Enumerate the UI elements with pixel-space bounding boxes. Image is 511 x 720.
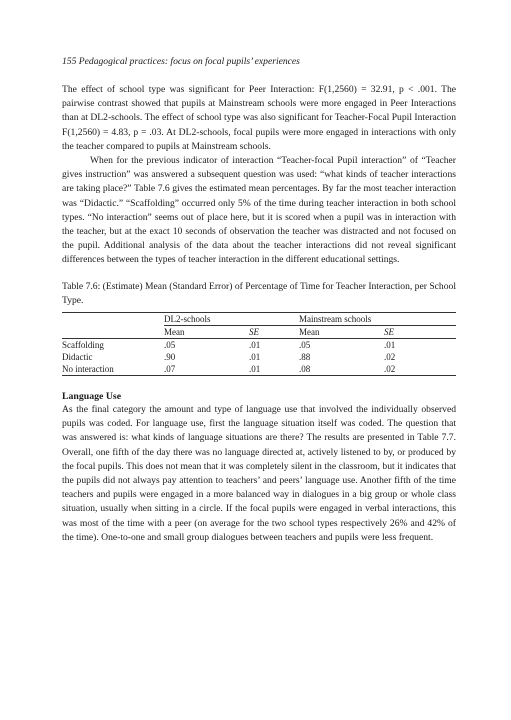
- table-corner: [62, 313, 164, 326]
- subheader-mean: Mean: [164, 326, 249, 339]
- paragraph-language-use: As the final category the amount and type of language use that involved the individually observed pupils was coded. For language use, first the language situation itself was coded. The question that was answered is: what kinds of language situations are there? The results are presented in Table 7.7. Overall, one fifth of the day there was no language directed at, actively listened to by, or produced by the focal pupils. This does not mean that it was completely silent in the classroom, but it indicates that the pupils did not always pay attention to teachers’ and peers’ language use. Another fifth of the time teachers and pupils were engaged in a more balanced way in dialogues in a big group or whole class situation, usually when sitting in a circle. If the focal pupils were engaged in verbal interactions, this was most of the time with a peer (on average for the two school types respectively 26% and 42% of the time). One-to-one and small group dialogues between teachers and pupils were less frequent.: [62, 404, 456, 543]
- row-label: Scaffolding: [62, 340, 104, 351]
- cell: .08: [299, 363, 384, 376]
- cell: .01: [249, 340, 261, 351]
- cell: .05: [164, 340, 176, 351]
- subheader-mean: Mean: [299, 326, 384, 339]
- table-sub-corner: [62, 326, 164, 339]
- cell: .90: [164, 352, 176, 363]
- cell: .02: [384, 352, 396, 363]
- paragraph-teacher-interaction: When for the previous indicator of interaction “Teacher-focal Pupil interaction” of “Teacher gives instruction” was answered a subsequent question was used: “what kinds of teacher interactions are taking place?” Table 7.6 gives the estimated mean percentages. By far the most teacher interaction was “Didactic.” “Scaffolding” occurred only 5% of the time during teacher interaction in both school types. “No interaction” seems out of place here, but it is scored when a pupil was in interaction with the teacher, but at the exact 10 seconds of observation the teacher was distracted and not focused on the pupil. Additional analysis of the data about the teacher interactions did not reveal significant differences between the types of teacher interaction in the different educational settings.: [62, 155, 456, 266]
- cell: .88: [299, 352, 311, 363]
- running-header: 155 Pedagogical practices: focus on focal pupils’ experiences: [62, 56, 300, 67]
- cell: .01: [249, 363, 299, 376]
- cell: .07: [164, 363, 249, 376]
- row-label: Didactic: [62, 352, 93, 363]
- table-row: [62, 351, 456, 363]
- cell: .05: [299, 340, 311, 351]
- table-row: [62, 339, 456, 352]
- cell: .02: [384, 363, 456, 376]
- table-row: [62, 363, 456, 376]
- subheader-se: SE: [249, 326, 299, 339]
- subheader-se: SE: [384, 326, 456, 339]
- cell: .01: [249, 352, 261, 363]
- section-title: Language Use: [62, 391, 122, 403]
- group-header-dl2: DL2-schools: [164, 313, 299, 326]
- teacher-interaction-table: [62, 312, 456, 376]
- cell: .01: [384, 340, 396, 351]
- table-caption: Table 7.6: (Estimate) Mean (Standard Error) of Percentage of Time for Teacher Interaction, per School Type.: [62, 280, 456, 306]
- group-header-mainstream: Mainstream schools: [299, 313, 456, 326]
- paragraph-effect-school-type: The effect of school type was significant for Peer Interaction: F(1,2560) = 32.91, p < .001. The pairwise contrast showed that pupils at Mainstream schools were more engaged in Peer Interactions than at DL2-schools. The effect of school type was also significant for Teacher-Focal Pupil Interaction F(1,2560) = 4.83, p = .03. At DL2-schools, focal pupils were more engaged in interactions with only the teacher compared to pupils at Mainstream schools.: [62, 84, 456, 152]
- page: [62, 56, 456, 545]
- row-label: No interaction: [62, 363, 164, 376]
